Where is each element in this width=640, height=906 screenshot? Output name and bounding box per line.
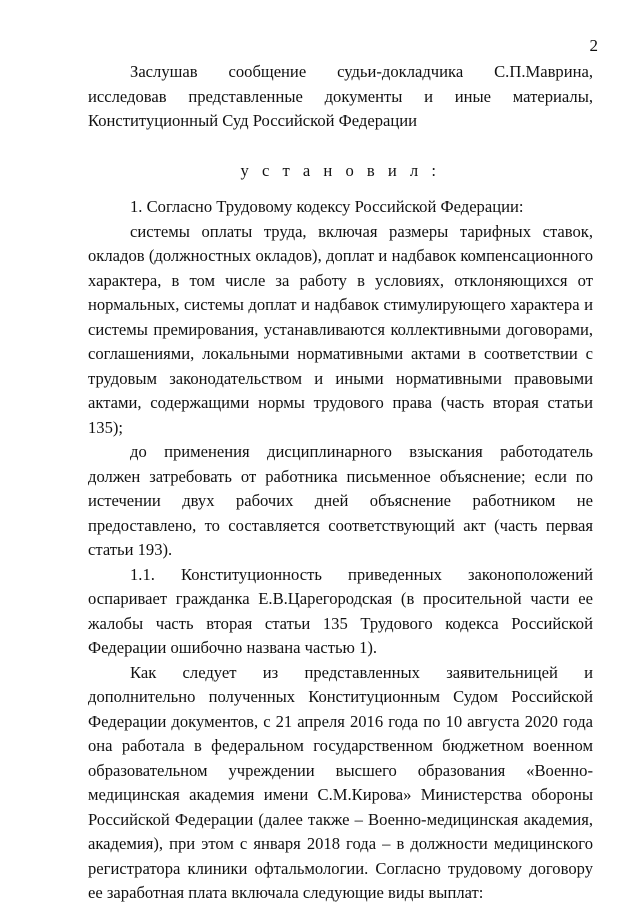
paragraph-5: Как следует из представленных заявительницей и дополнительно полученных Конституционным Судом Российской Федерации документов, с 21 апреля 2016 года по 10 августа 2020 года она работала в федеральном государственном бюджетном военном образовательном учреждении высшего образования «Военно-медицинская академия имени С.М.Кирова» Министерства обороны Российской Федерации (далее также – Военно-медицинская академия, академия), при этом с января 2018 года – в должности медицинского регистратора клиники офтальмологии. Согласно трудовому договору ее заработная плата включала следующие виды выплат: (88, 662, 593, 902)
page-number: 2 (589, 36, 598, 55)
ruling-heading: у с т а н о в и л : (240, 160, 441, 180)
paragraph-1: 1. Согласно Трудовому кодексу Российской Федерации: (130, 197, 524, 216)
paragraph-2: системы оплаты труда, включая размеры тарифных ставок, окладов (должностных окладов), доплат и надбавок компенсационного характера, в том числе за работу в условиях, отклоняющихся от нормальных, системы доплат и надбавок стимулирующего характера и системы премирования, устанавливаются коллективными договорами, соглашениями, локальными нормативными актами в соответствии с трудовым законодательством и иными нормативными правовыми актами, содержащими нормы трудового права (часть вторая статьи 135); (88, 221, 593, 437)
intro-paragraph: Заслушав сообщение судьи-докладчика С.П.Маврина, исследовав представленные документы и иные материалы, Конституционный Суд Российской Федерации (88, 62, 593, 130)
paragraph-3: до применения дисциплинарного взыскания работодатель должен затребовать от работника письменное объяснение; если по истечении двух рабочих дней объяснение работником не предоставлено, то составляется соответствующий акт (часть первая статьи 193). (88, 442, 593, 559)
paragraph-4: 1.1. Конституционность приведенных законоположений оспаривает гражданка Е.В.Царегородская (в просительной части ее жалобы часть вторая статьи 135 Трудового кодекса Российской Федерации ошибочно названа частью 1). (88, 564, 593, 657)
document-body (88, 60, 593, 906)
